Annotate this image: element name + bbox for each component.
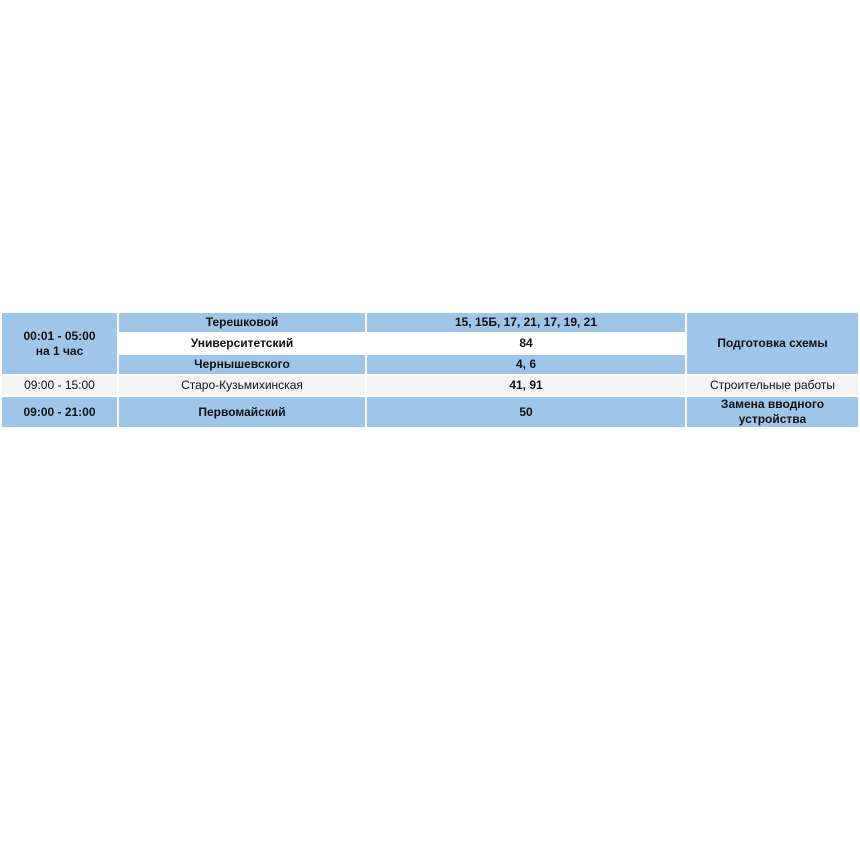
street-cell: Университетский: [119, 334, 365, 353]
reason-cell: Строительные работы: [687, 376, 858, 395]
outage-schedule-table: [0, 311, 860, 429]
time-cell: 09:00 - 21:00: [2, 397, 117, 427]
houses-cell: 4, 6: [367, 355, 685, 374]
houses-cell: 50: [367, 397, 685, 427]
street-cell: Чернышевского: [119, 355, 365, 374]
table-row: [2, 313, 858, 332]
houses-cell: 41, 91: [367, 376, 685, 395]
houses-cell: 15, 15Б, 17, 21, 17, 19, 21: [367, 313, 685, 332]
street-cell: Первомайский: [119, 397, 365, 427]
houses-cell: 84: [367, 334, 685, 353]
reason-cell: Подготовка схемы: [687, 313, 858, 374]
table-row: [2, 397, 858, 427]
street-cell: Терешковой: [119, 313, 365, 332]
table-row: [2, 376, 858, 395]
street-cell: Старо-Кузьмихинская: [119, 376, 365, 395]
time-range: 00:01 - 05:00: [23, 328, 96, 343]
time-cell: [2, 313, 117, 374]
time-cell: 09:00 - 15:00: [2, 376, 117, 395]
duration: на 1 час: [35, 343, 84, 358]
reason-cell: Замена вводного устройства: [687, 397, 858, 427]
